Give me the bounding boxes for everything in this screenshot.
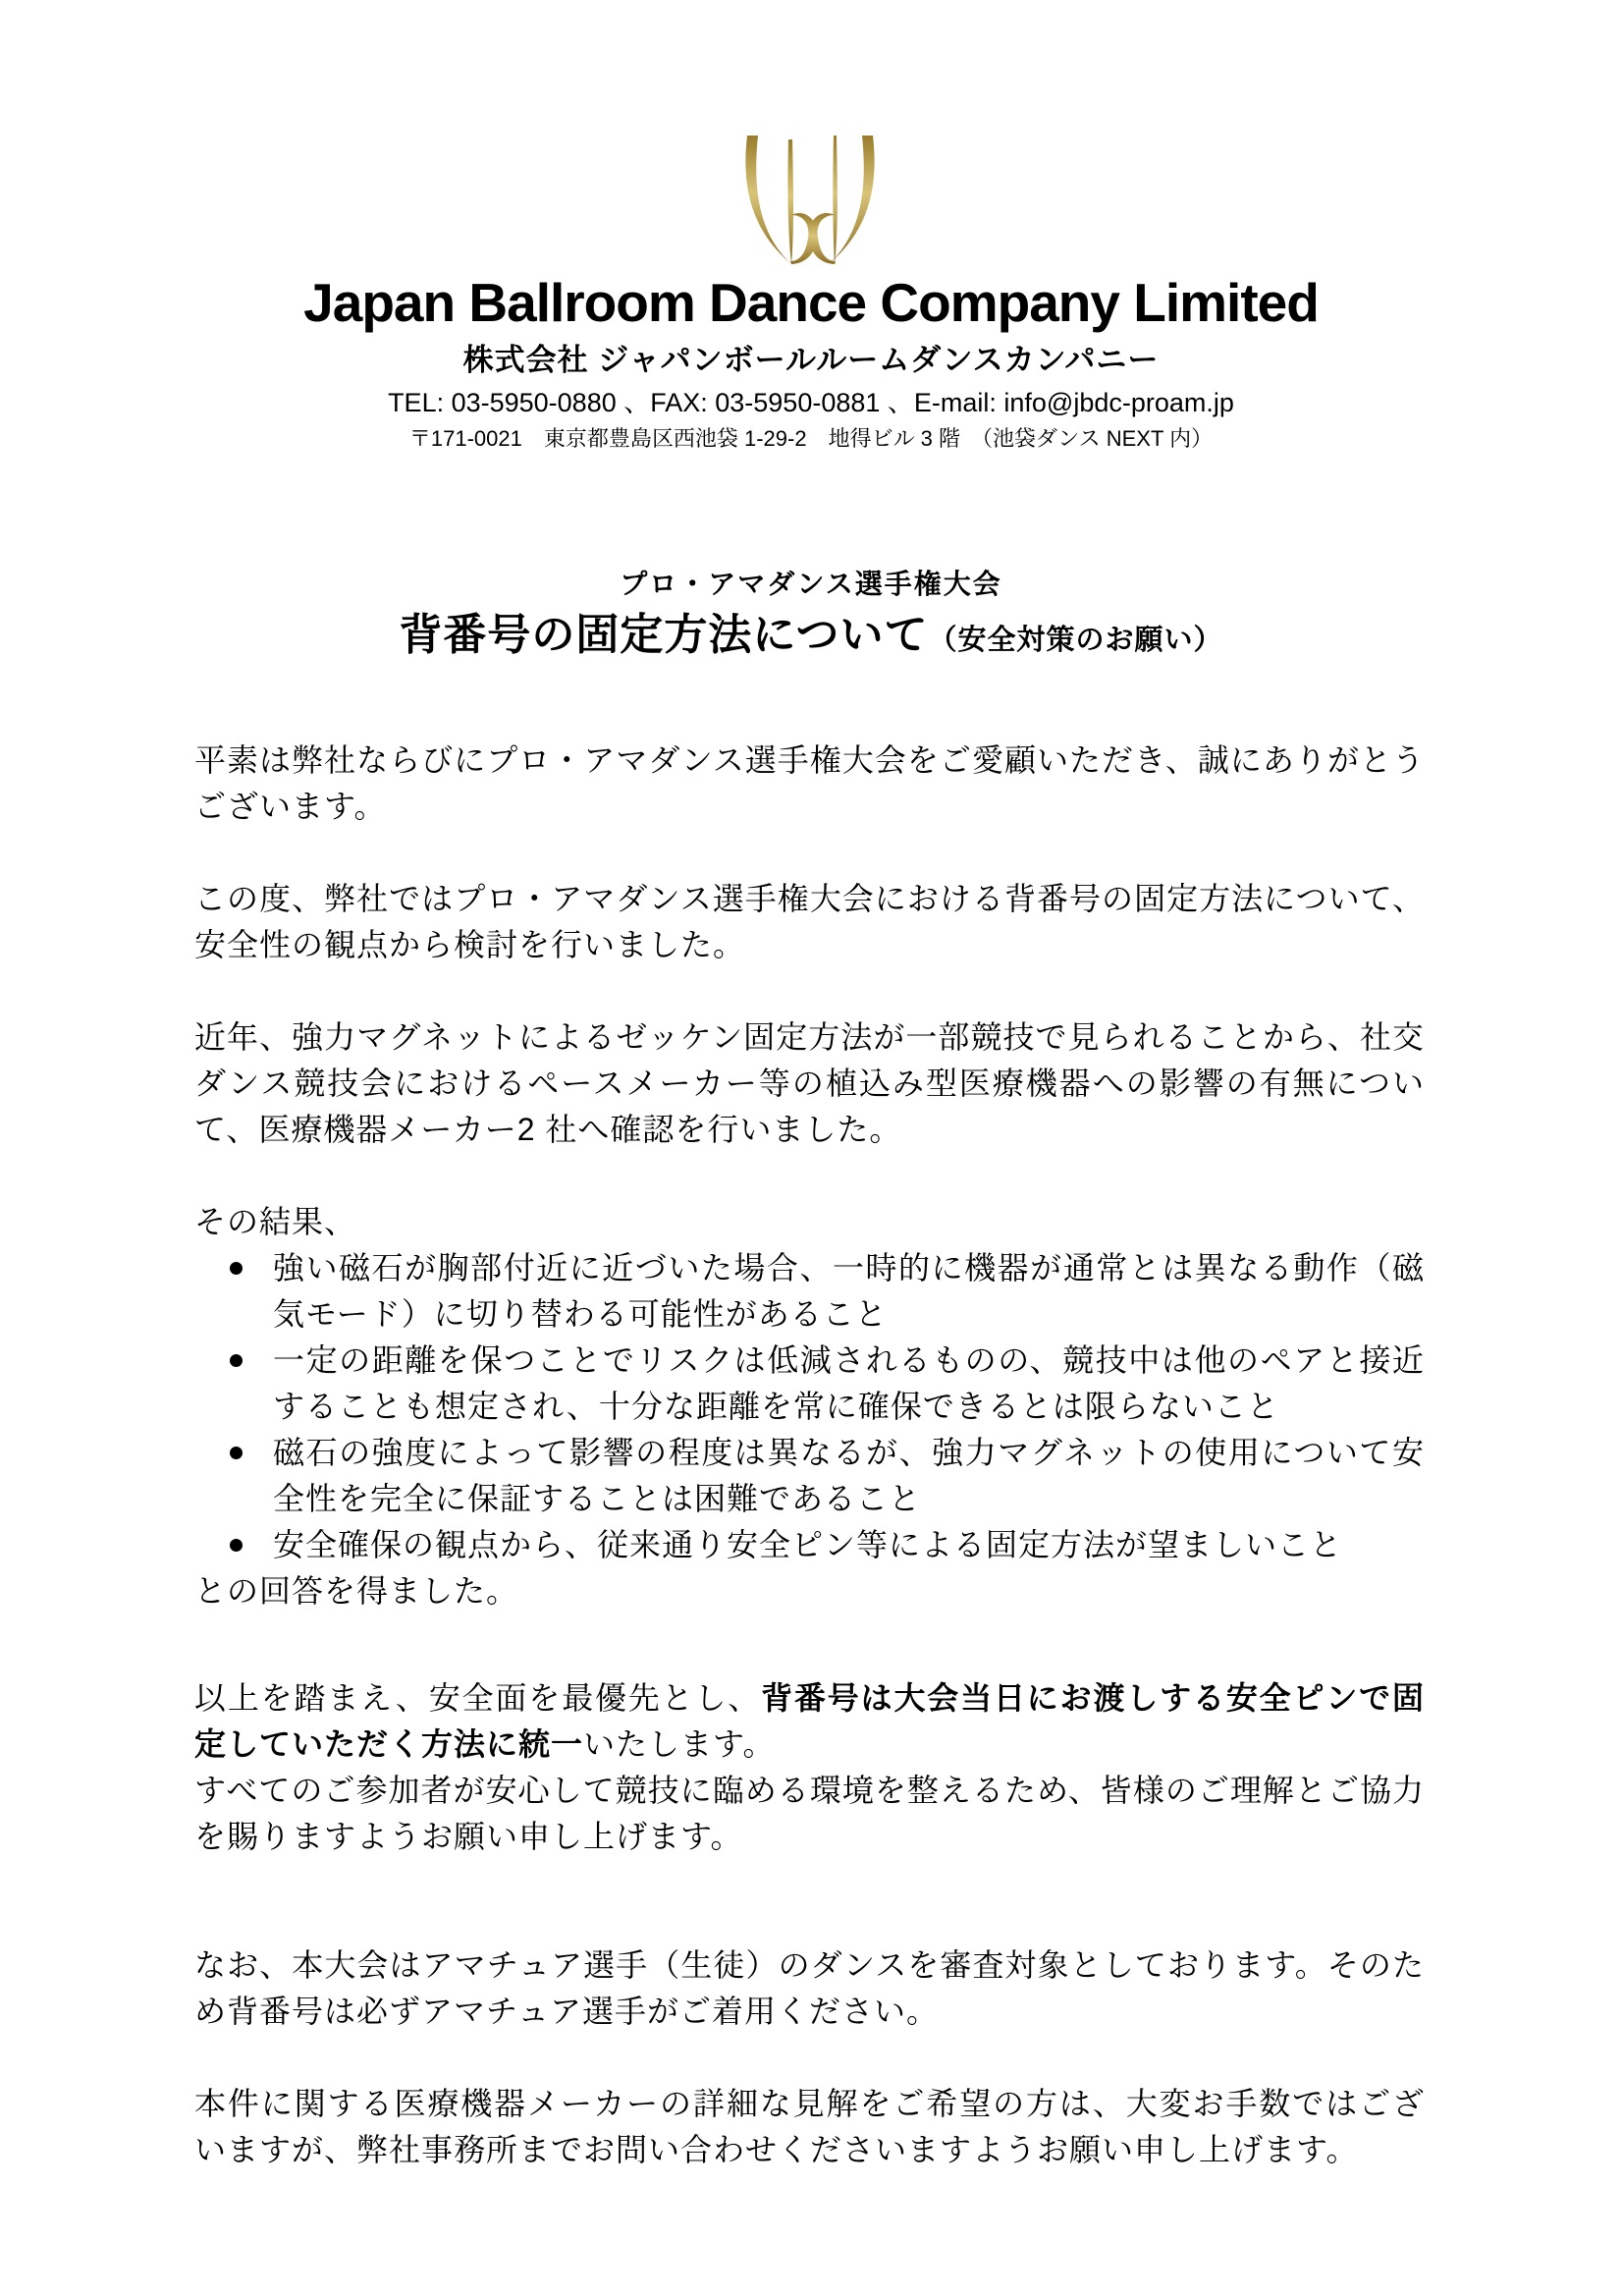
result-outro: との回答を得ました。 [194,1573,519,1609]
document-title-sub: （安全対策のお願い） [928,625,1223,656]
paragraph-review: この度、弊社ではプロ・アマダンス選手権大会における背番号の固定方法について、安全性の観点から検討を行いました。 [194,881,1425,962]
document-title [0,612,1622,669]
list-item-text: 強い磁石が胸部付近に近づいた場合、一時的に機器が通常とは異なる動作（磁気モード）に切り替わる可能性があること [273,1250,1425,1332]
paragraph-note: なお、本大会はアマチュア選手（生徒）のダンスを審査対象としております。そのため背番号は必ずアマチュア選手がご着用ください。 [194,1947,1425,2029]
paragraph-inquiry: 本件に関する医療機器メーカーの詳細な見解をご希望の方は、大変お手数ではございますが、弊社事務所までお問い合わせくださいますようお願い申し上げます。 [194,2086,1425,2167]
decision-text-bold: 背番号は大会当日にお渡しする安全ピンで固定していただく方法に統一 [194,1680,1425,1762]
company-name-english: Japan Ballroom Dance Company Limited [303,272,1319,333]
address-line: 〒171-0021 東京都豊島区西池袋 1-29-2 地得ビル 3 階 （池袋ダンス NEXT 内） [408,426,1214,451]
jbdc-monogram-icon [718,136,904,265]
title-block [0,569,1622,669]
list-item-text: 磁石の強度によって影響の程度は異なるが、強力マグネットの使用について安全性を完全に保証することは困難であること [273,1435,1425,1516]
list-item-text: 安全確保の観点から、従来通り安全ピン等による固定方法が望ましいこと [273,1527,1343,1562]
list-item [194,1430,1425,1522]
paragraph-decision [194,1675,1425,1768]
list-item [194,1245,1425,1338]
contact-line: TEL: 03-5950-0880 、FAX: 03-5950-0881 、E-mail: info@jbdc-proam.jp [388,388,1234,417]
bullet-icon [230,1354,243,1367]
decision-text-before: 以上を踏まえ、安全面を最優先とし、 [194,1680,762,1716]
list-item-text: 一定の距離を保つことでリスクは低減されるものの、競技中は他のペアと接近することも想定され、十分な距離を常に確保できるとは限らないこと [273,1342,1425,1424]
bullet-icon [230,1262,243,1275]
result-intro: その結果、 [194,1204,357,1239]
paragraph-greeting: 平素は弊社ならびにプロ・アマダンス選手権大会をご愛顧いただき、誠にありがとうございます。 [194,742,1425,824]
paragraph-background: 近年、強力マグネットによるゼッケン固定方法が一部競技で見られることから、社交ダンス競技会におけるペースメーカー等の植込み型医療機器への影響の有無について、医療機器メーカー2 社へ確認を行いました。 [194,1019,1425,1147]
letterhead [0,136,1622,452]
bullet-icon [230,1447,243,1459]
event-title: プロ・アマダンス選手権大会 [620,569,1002,599]
list-item [194,1338,1425,1430]
findings-list [194,1245,1425,1568]
document-body [194,738,1425,2173]
company-name-japanese: 株式会社 ジャパンボールルームダンスカンパニー [462,343,1160,377]
decision-text-after: いたします。 [583,1726,776,1762]
document-title-main: 背番号の固定方法について [399,611,929,659]
paragraph-request: すべてのご参加者が安心して競技に臨める環境を整えるため、皆様のご理解とご協力を賜りますようお願い申し上げます。 [194,1773,1425,1854]
bullet-icon [230,1539,243,1552]
list-item [194,1522,1425,1568]
